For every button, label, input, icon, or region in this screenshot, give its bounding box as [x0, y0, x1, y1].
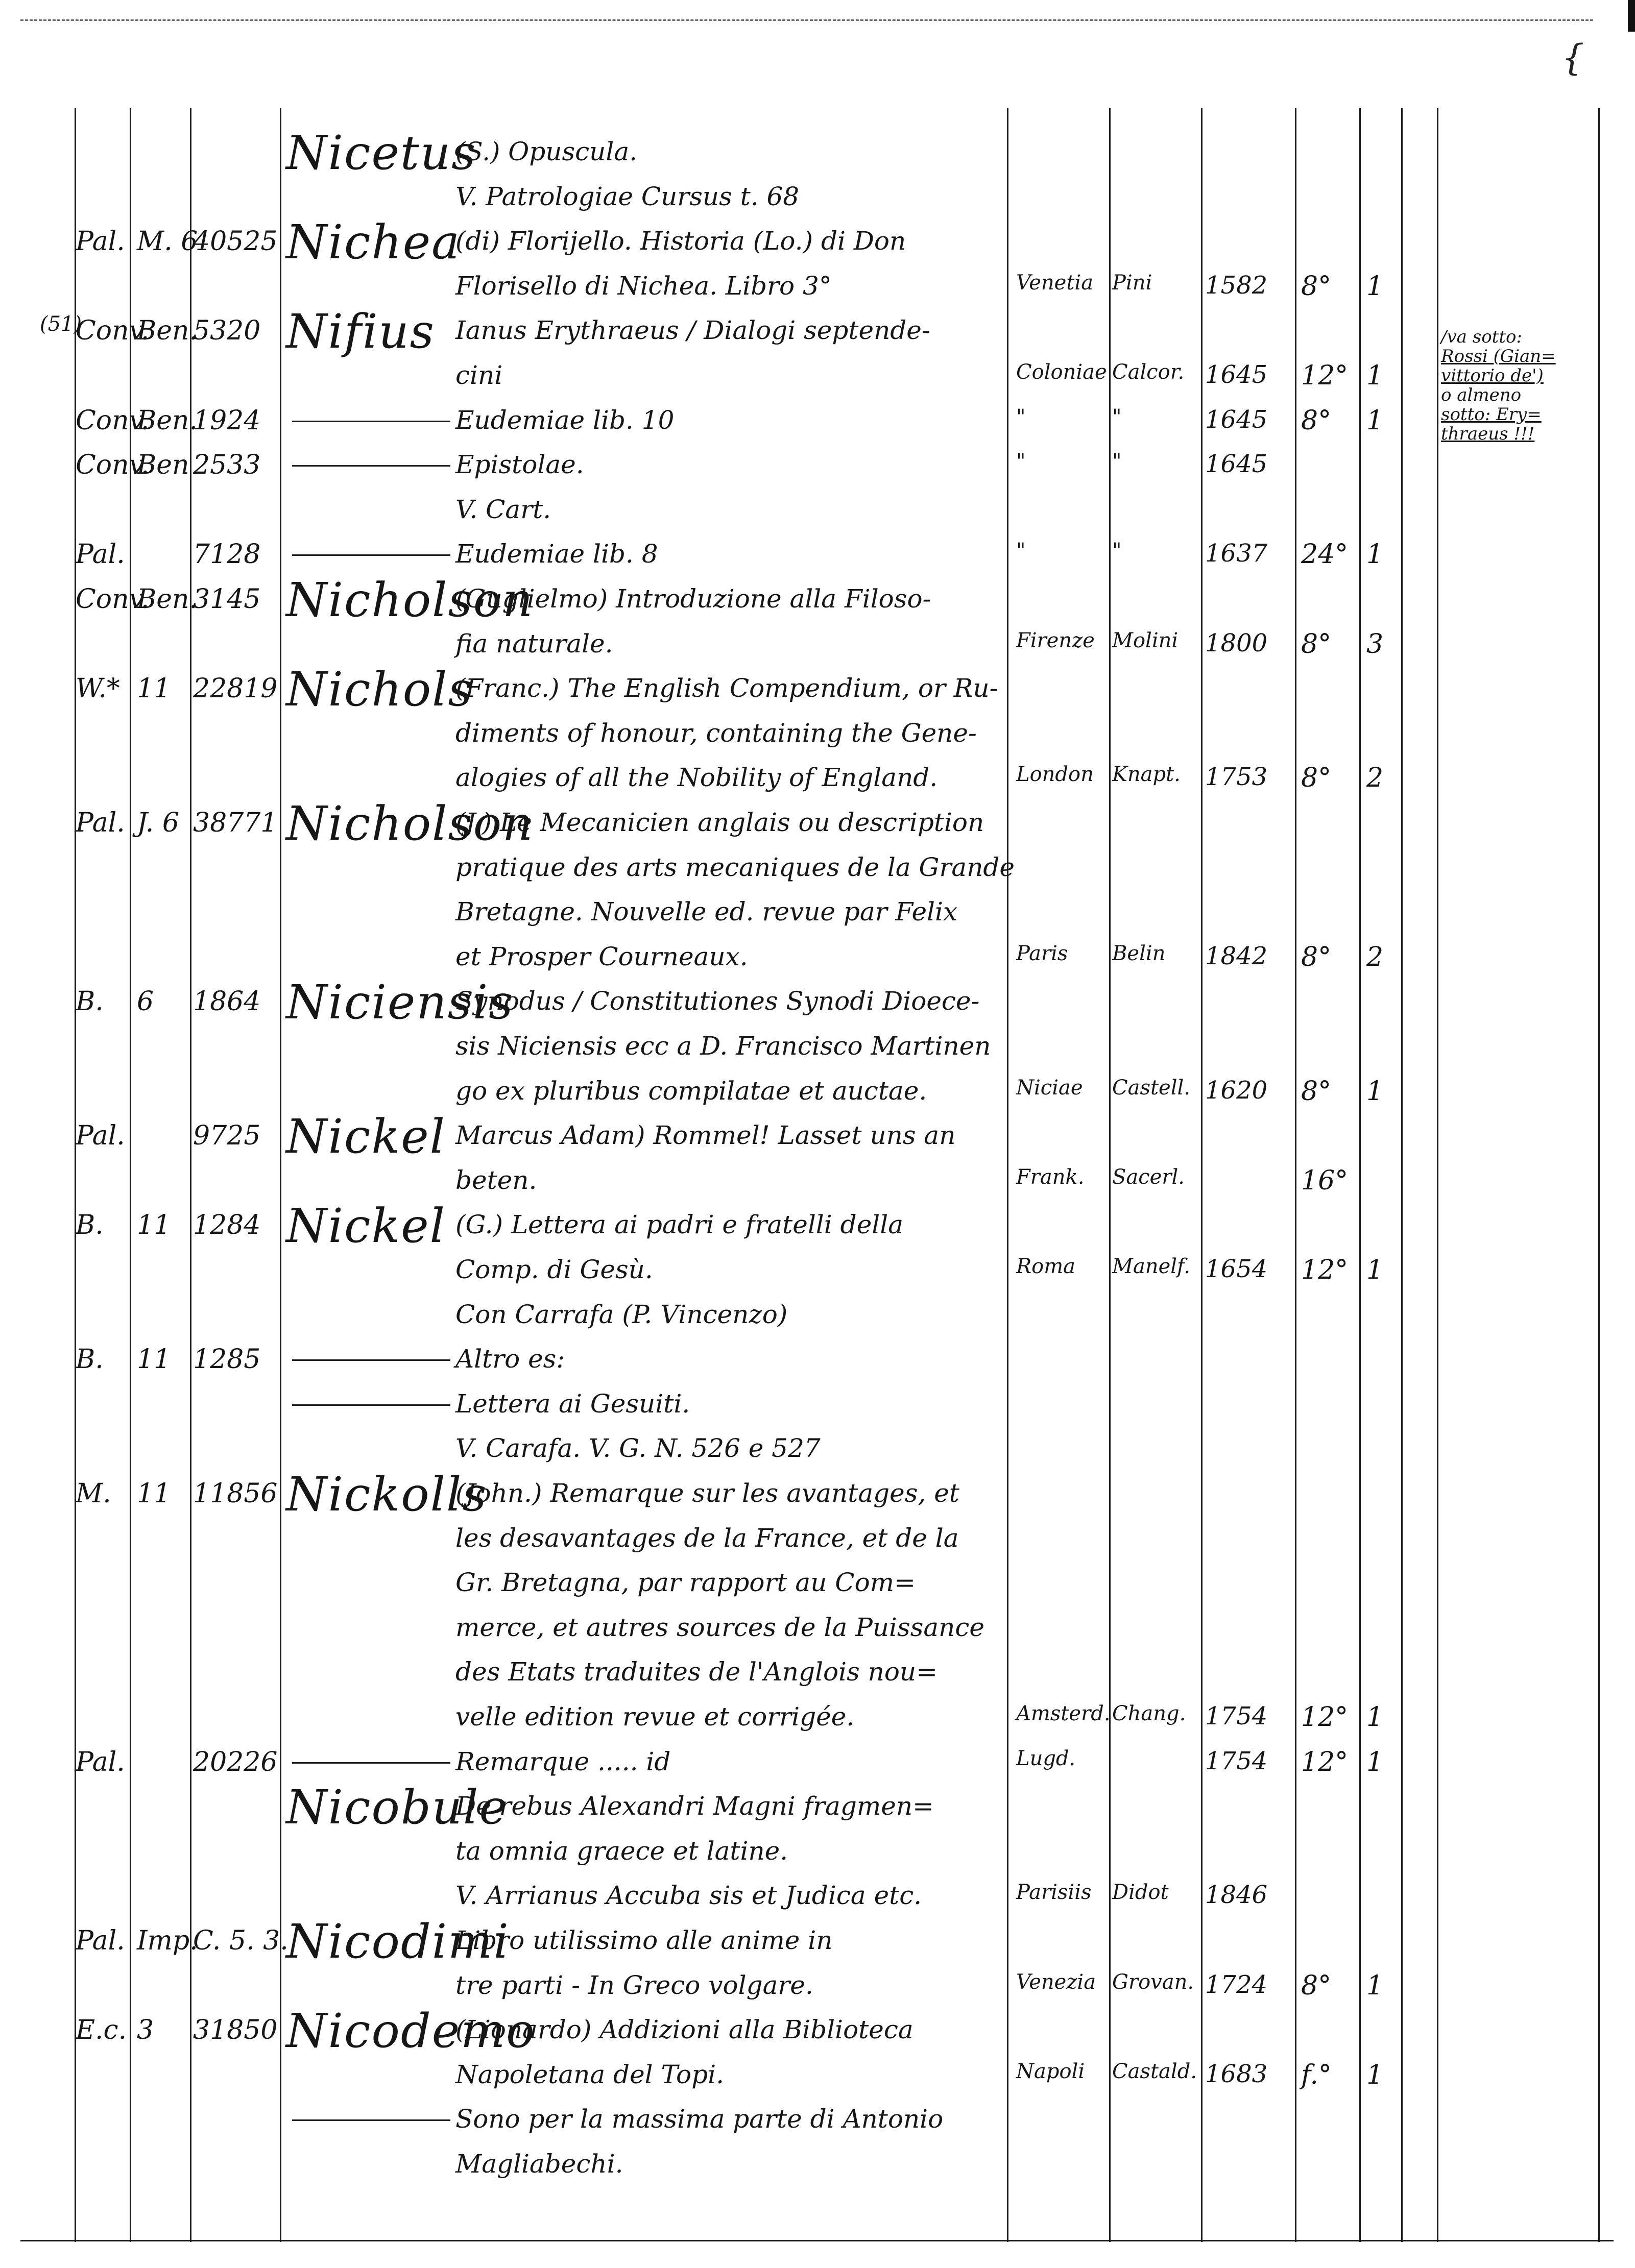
ledger-row: [0, 1613, 1635, 1648]
sub-mark: Ben: [137, 450, 189, 480]
shelf-mark: Pal.: [76, 808, 125, 838]
side-note-line: /va sotto:: [1441, 327, 1522, 347]
book-format: 8°: [1301, 405, 1332, 436]
imprint-publisher: Calcor.: [1112, 360, 1185, 384]
entry-text: les desavantages de la France, et de la: [455, 1523, 959, 1553]
volume-count: 1: [1366, 1255, 1384, 1285]
ledger-row: [0, 662, 1635, 717]
entry-text: Epistolae.: [455, 450, 584, 479]
imprint-year: 1724: [1205, 1970, 1268, 1999]
ledger-row: [0, 539, 1635, 575]
imprint-year: 1754: [1205, 1747, 1268, 1775]
entry-text: (di) Florijello. Historia (Lo.) di Don: [455, 226, 906, 256]
shelf-mark: Conv.: [76, 584, 150, 615]
ledger-row: [0, 897, 1635, 933]
imprint-publisher: Manelf.: [1112, 1255, 1191, 1278]
entry-text: Remarque ..... id: [455, 1747, 671, 1776]
ledger-row: [0, 2149, 1635, 2185]
shelf-mark: Conv.: [76, 315, 150, 346]
ledger-row: [0, 1780, 1635, 1835]
ledger-row: [0, 718, 1635, 754]
imprint-publisher: Pini: [1112, 271, 1152, 295]
side-note-line: thraeus !!!: [1441, 424, 1535, 444]
imprint-publisher: Grovan.: [1112, 1970, 1194, 1994]
ledger-row: [0, 495, 1635, 530]
entry-text: tre parti - In Greco volgare.: [455, 1970, 813, 2000]
inventory-number: 9725: [193, 1120, 261, 1151]
entry-text: alogies of all the Nobility of England.: [455, 763, 938, 792]
entry-text: Ianus Erythraeus / Dialogi septende-: [455, 315, 930, 345]
entry-text: des Etats traduites de l'Anglois nou=: [455, 1657, 938, 1687]
ditto-dash: [292, 1359, 450, 1361]
sub-mark: Imp.: [137, 1925, 198, 1956]
ledger-row: [0, 1836, 1635, 1872]
ledger-row: [0, 1970, 1635, 2006]
inventory-number: 1284: [193, 1210, 261, 1240]
volume-count: 1: [1366, 539, 1384, 570]
ledger-row: [0, 450, 1635, 485]
shelf-mark: Pal.: [76, 1120, 125, 1151]
ledger-row: [0, 942, 1635, 978]
margin-mark: (51): [40, 312, 82, 336]
entry-heading: Niciensis: [286, 975, 514, 1030]
imprint-year: 1645: [1205, 450, 1268, 478]
shelf-mark: B.: [76, 1344, 104, 1375]
inventory-number: 3145: [193, 584, 261, 615]
inventory-number: 38771: [193, 808, 278, 838]
book-format: 12°: [1301, 1702, 1349, 1733]
ledger-row: [0, 573, 1635, 627]
ditto-dash: [292, 554, 450, 556]
ledger-row: [0, 126, 1635, 180]
entry-text: Napoletana del Topi.: [455, 2060, 725, 2089]
entry-heading: Nifius: [286, 304, 435, 359]
entry-text: Libro utilissimo alle anime in: [455, 1925, 833, 1955]
shelf-mark: E.c.: [76, 2015, 127, 2045]
entry-text: go ex pluribus compilatae et auctae.: [455, 1076, 927, 1106]
ledger-row: [0, 1300, 1635, 1335]
ledger-row: [0, 405, 1635, 441]
ledger-row: [0, 1255, 1635, 1290]
ledger-row: [0, 360, 1635, 396]
book-format: 8°: [1301, 1076, 1332, 1107]
volume-count: 3: [1366, 629, 1384, 660]
inventory-number: 20226: [193, 1747, 278, 1777]
imprint-place: London: [1016, 763, 1094, 786]
imprint-year: 1637: [1205, 539, 1268, 568]
imprint-year: 1645: [1205, 405, 1268, 434]
entry-text: De rebus Alexandri Magni fragmen=: [455, 1791, 934, 1821]
sub-mark: 11: [137, 1344, 171, 1375]
shelf-mark: Pal.: [76, 539, 125, 570]
shelf-mark: W.*: [76, 673, 120, 704]
top-dashed-rule: [20, 19, 1593, 21]
imprint-place: Niciae: [1016, 1076, 1083, 1100]
entry-text: Bretagne. Nouvelle ed. revue par Felix: [455, 897, 958, 926]
shelf-mark: Pal.: [76, 1925, 125, 1956]
entry-heading: Nicodimi: [286, 1914, 510, 1969]
sub-mark: 11: [137, 1478, 171, 1509]
entry-text: Florisello di Nichea. Libro 3°: [455, 271, 832, 301]
imprint-place: Napoli: [1016, 2060, 1085, 2083]
imprint-year: 1842: [1205, 942, 1268, 970]
imprint-publisher: Castald.: [1112, 2060, 1197, 2083]
ledger-row: [0, 1702, 1635, 1738]
ditto-dash: [292, 1762, 450, 1764]
book-format: 16°: [1301, 1165, 1349, 1196]
imprint-publisher: Chang.: [1112, 1702, 1186, 1725]
volume-count: 1: [1366, 1970, 1384, 2001]
ledger-row: [0, 1568, 1635, 1603]
entry-text: Lettera ai Gesuiti.: [455, 1389, 690, 1419]
entry-text: (S.) Opuscula.: [455, 137, 638, 166]
ledger-row: [0, 1165, 1635, 1201]
entry-text: (J.) Le Mecanicien anglais ou description: [455, 808, 984, 837]
sub-mark: 11: [137, 1210, 171, 1240]
entry-text: Eudemiae lib. 10: [455, 405, 675, 435]
imprint-publisher: Belin: [1112, 942, 1166, 965]
ledger-row: [0, 1523, 1635, 1559]
volume-count: 2: [1366, 763, 1384, 793]
book-format: 8°: [1301, 629, 1332, 660]
entry-heading: Nickolls: [286, 1467, 488, 1522]
ditto-dash: [292, 465, 450, 467]
ledger-row: [0, 1881, 1635, 1916]
book-format: f.°: [1301, 2060, 1332, 2090]
entry-text: (Lionardo) Addizioni alla Biblioteca: [455, 2015, 913, 2044]
inventory-number: 22819: [193, 673, 278, 704]
volume-count: 2: [1366, 942, 1384, 972]
bottom-rule: [20, 2240, 1614, 2241]
ledger-row: [0, 1467, 1635, 1522]
entry-text: fia naturale.: [455, 629, 613, 659]
sub-mark: 6: [137, 986, 154, 1017]
ditto-dash: [292, 421, 450, 422]
ledger-row: [0, 1389, 1635, 1425]
entry-text: V. Carafa. V. G. N. 526 e 527: [455, 1433, 821, 1463]
imprint-publisher: ": [1112, 405, 1122, 429]
volume-count: 1: [1366, 1702, 1384, 1733]
ledger-row: [0, 629, 1635, 665]
entry-text: et Prosper Courneaux.: [455, 942, 748, 971]
imprint-publisher: Molini: [1112, 629, 1179, 652]
ledger-row: [0, 215, 1635, 270]
entry-heading: Nicobule: [286, 1780, 508, 1835]
entry-text: V. Patrologiae Cursus t. 68: [455, 182, 800, 211]
ledger-row: [0, 1433, 1635, 1469]
entry-text: ta omnia graece et latine.: [455, 1836, 788, 1866]
ledger-row: [0, 975, 1635, 1030]
volume-count: 1: [1366, 1076, 1384, 1107]
side-note-line: Rossi (Gian=: [1441, 346, 1556, 367]
imprint-publisher: ": [1112, 539, 1122, 563]
sub-mark: M. 6: [137, 226, 198, 257]
sub-mark: Ben.: [137, 405, 198, 436]
ledger-row: [0, 182, 1635, 217]
entry-text: velle edition revue et corrigée.: [455, 1702, 855, 1732]
inventory-number: 2533: [193, 450, 261, 480]
imprint-year: 1683: [1205, 2060, 1268, 2088]
ledger-row: [0, 2104, 1635, 2140]
book-format: 12°: [1301, 1747, 1349, 1777]
entry-heading: Nicodemo: [286, 2004, 536, 2058]
book-format: 8°: [1301, 1970, 1332, 2001]
shelf-mark: B.: [76, 1210, 104, 1240]
imprint-publisher: Knapt.: [1112, 763, 1181, 786]
ledger-row: [0, 1914, 1635, 1969]
shelf-mark: Conv.: [76, 405, 150, 436]
entry-text: Synodus / Constitutiones Synodi Dioece-: [455, 986, 980, 1016]
sub-mark: Ben.: [137, 315, 198, 346]
inventory-number: 11856: [193, 1478, 278, 1509]
entry-heading: Nichea: [286, 215, 461, 270]
imprint-place: Coloniae: [1016, 360, 1107, 384]
entry-text: sis Niciensis ecc a D. Francisco Martinen: [455, 1031, 991, 1061]
imprint-year: 1620: [1205, 1076, 1268, 1105]
ledger-row: [0, 1747, 1635, 1783]
entry-text: Comp. di Gesù.: [455, 1255, 653, 1284]
corner-mark: {: [1561, 37, 1584, 79]
ledger-row: [0, 1109, 1635, 1164]
entry-heading: Nicetus: [286, 126, 477, 180]
volume-count: 1: [1366, 2060, 1384, 2090]
ledger-row: [0, 1031, 1635, 1067]
inventory-number: C. 5. 3.: [193, 1925, 288, 1956]
imprint-place: Parisiis: [1016, 1881, 1092, 1904]
imprint-year: 1645: [1205, 360, 1268, 389]
imprint-year: 1846: [1205, 1881, 1268, 1909]
volume-count: 1: [1366, 1747, 1384, 1777]
ditto-dash: [292, 1404, 450, 1406]
book-format: 8°: [1301, 763, 1332, 793]
imprint-place: ": [1016, 539, 1026, 563]
entry-heading: Nichols: [286, 662, 473, 717]
entry-text: (G.) Lettera ai padri e fratelli della: [455, 1210, 904, 1239]
ledger-row: [0, 271, 1635, 307]
entry-text: (John.) Remarque sur les avantages, et: [455, 1478, 959, 1508]
entry-heading: Nicholson: [286, 573, 534, 627]
page-edge-mark: [1628, 0, 1635, 32]
entry-text: Altro es:: [455, 1344, 565, 1374]
imprint-year: 1754: [1205, 1702, 1268, 1730]
inventory-number: 31850: [193, 2015, 278, 2045]
entry-text: merce, et autres sources de la Puissance: [455, 1613, 984, 1642]
entry-text: (Franc.) The English Compendium, or Ru-: [455, 673, 998, 703]
inventory-number: 40525: [193, 226, 278, 257]
ledger-row: [0, 1657, 1635, 1693]
side-note-line: sotto: Ery=: [1441, 404, 1542, 425]
imprint-place: ": [1016, 450, 1026, 473]
imprint-place: Lugd.: [1016, 1747, 1076, 1770]
ledger-row: [0, 1199, 1635, 1253]
entry-text: pratique des arts mecaniques de la Grande: [455, 852, 1015, 882]
book-format: 8°: [1301, 942, 1332, 972]
imprint-year: 1582: [1205, 271, 1268, 300]
imprint-place: Roma: [1016, 1255, 1075, 1278]
ledger-row: [0, 852, 1635, 888]
shelf-mark: Pal.: [76, 226, 125, 257]
entry-text: beten.: [455, 1165, 537, 1195]
imprint-place: Paris: [1016, 942, 1068, 965]
shelf-mark: Conv.: [76, 450, 150, 480]
shelf-mark: B.: [76, 986, 104, 1017]
entry-text: Marcus Adam) Rommel! Lasset uns an: [455, 1120, 956, 1150]
entry-text: cini: [455, 360, 503, 390]
entry-heading: Nickel: [286, 1109, 446, 1164]
entry-text: V. Arrianus Accuba sis et Judica etc.: [455, 1881, 922, 1910]
entry-text: Con Carrafa (P. Vincenzo): [455, 1300, 788, 1329]
inventory-number: 1924: [193, 405, 261, 436]
book-format: 8°: [1301, 271, 1332, 302]
imprint-place: Frank.: [1016, 1165, 1085, 1189]
imprint-publisher: ": [1112, 450, 1122, 473]
ledger-row: [0, 2060, 1635, 2095]
ledger-row: [0, 796, 1635, 851]
sub-mark: J. 6: [137, 808, 179, 838]
inventory-number: 1864: [193, 986, 261, 1017]
imprint-place: Amsterd.: [1016, 1702, 1111, 1725]
ditto-dash: [292, 2119, 450, 2121]
entry-text: V. Cart.: [455, 495, 551, 524]
shelf-mark: M.: [76, 1478, 111, 1509]
inventory-number: 5320: [193, 315, 261, 346]
entry-text: Magliabechi.: [455, 2149, 623, 2179]
volume-count: 1: [1366, 405, 1384, 436]
entry-text: Sono per la massima parte di Antonio: [455, 2104, 944, 2134]
sub-mark: 11: [137, 673, 171, 704]
sub-mark: Ben.: [137, 584, 198, 615]
imprint-publisher: Castell.: [1112, 1076, 1191, 1100]
book-format: 24°: [1301, 539, 1349, 570]
entry-text: diments of honour, containing the Gene-: [455, 718, 977, 748]
volume-count: 1: [1366, 271, 1384, 302]
imprint-place: ": [1016, 405, 1026, 429]
imprint-publisher: Sacerl.: [1112, 1165, 1185, 1189]
imprint-year: 1753: [1205, 763, 1268, 791]
imprint-year: 1654: [1205, 1255, 1268, 1283]
shelf-mark: Pal.: [76, 1747, 125, 1777]
entry-text: Gr. Bretagna, par rapport au Com=: [455, 1568, 916, 1597]
book-format: 12°: [1301, 1255, 1349, 1285]
ledger-row: [0, 1076, 1635, 1112]
book-format: 12°: [1301, 360, 1349, 391]
imprint-year: 1800: [1205, 629, 1268, 657]
entry-text: Eudemiae lib. 8: [455, 539, 658, 569]
ledger-row: [0, 2004, 1635, 2058]
sub-mark: 3: [137, 2015, 154, 2045]
entry-heading: Nickel: [286, 1199, 446, 1253]
ledger-row: [0, 1344, 1635, 1380]
imprint-place: Firenze: [1016, 629, 1095, 652]
ledger-row: [0, 763, 1635, 798]
inventory-number: 1285: [193, 1344, 261, 1375]
imprint-place: Venezia: [1016, 1970, 1096, 1994]
inventory-number: 7128: [193, 539, 261, 570]
side-note-line: o almeno: [1441, 385, 1522, 405]
side-note-line: vittorio de'): [1441, 365, 1544, 386]
imprint-publisher: Didot: [1112, 1881, 1169, 1904]
volume-count: 1: [1366, 360, 1384, 391]
entry-heading: Nicholson: [286, 796, 534, 851]
entry-text: (Guglielmo) Introduzione alla Filoso-: [455, 584, 931, 614]
imprint-place: Venetia: [1016, 271, 1094, 295]
